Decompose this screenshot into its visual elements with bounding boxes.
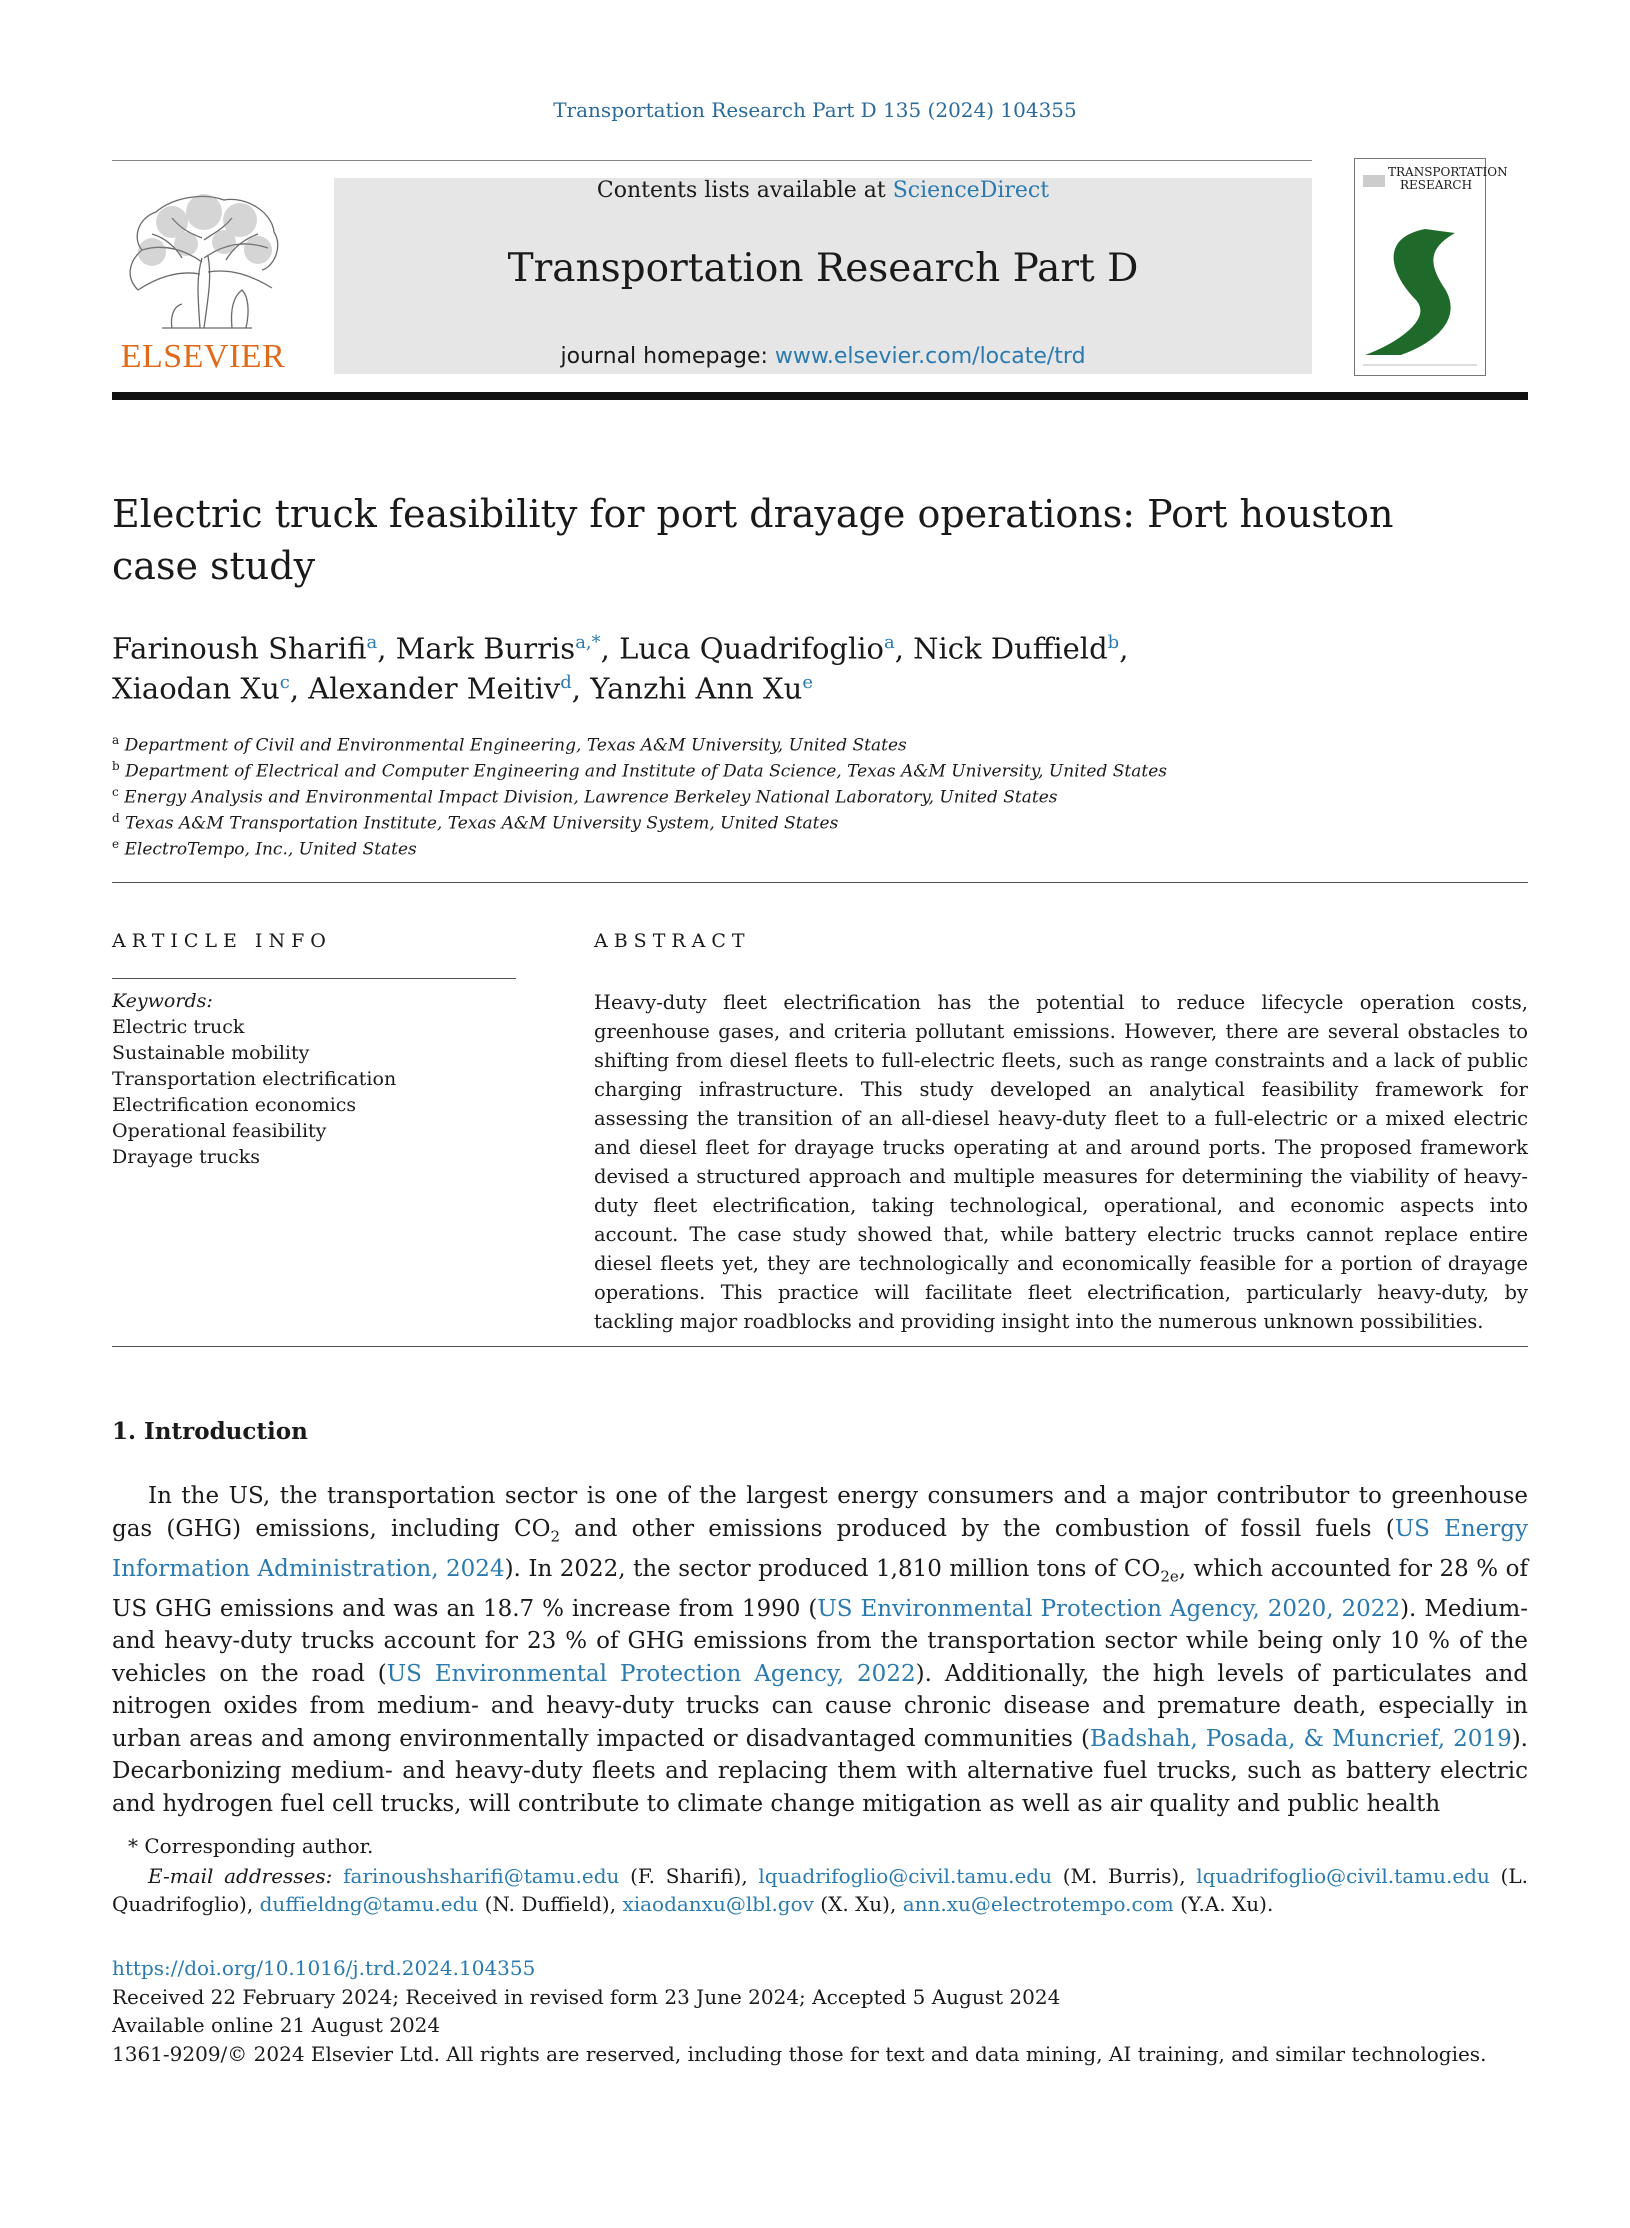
sciencedirect-link[interactable]: ScienceDirect — [892, 178, 1050, 203]
journal-reference-link[interactable]: Transportation Research Part D 135 (2024) 104355 — [553, 98, 1077, 122]
author-separator: , — [289, 671, 309, 706]
copyright-notice: 1361-9209/© 2024 Elsevier Ltd. All rights are reserved, including those for text and data mining, AI training, and similar technologies. — [112, 2042, 1487, 2066]
keyword-item: Sustainable mobility — [112, 1042, 310, 1064]
author-affiliation-marker[interactable]: a,* — [575, 632, 601, 653]
email-label: E-mail addresses: — [148, 1864, 333, 1888]
author-name[interactable]: Luca Quadrifoglio — [619, 631, 884, 666]
author-name[interactable]: Farinoush Sharifi — [112, 631, 367, 666]
introduction-heading: 1. Introduction — [112, 1418, 308, 1445]
divider-rule — [112, 1346, 1528, 1347]
author-affiliation-marker[interactable]: a — [366, 632, 378, 653]
author-separator: , — [600, 631, 620, 666]
email-owner: (L. Quadrifoglio), — [112, 1864, 1528, 1916]
citation-link[interactable]: US Environmental Protection Agency, 2020, 2022 — [817, 1595, 1401, 1622]
keyword-item: Drayage trucks — [112, 1146, 261, 1168]
paper-title: Electric truck feasibility for port drayage operations: Port houston case study — [112, 492, 1394, 588]
author-affiliation-marker[interactable]: a — [883, 632, 895, 653]
author-separator: , — [571, 671, 591, 706]
affiliation-e: $^e$ ElectroTempo, Inc., United States — [112, 837, 417, 860]
author-name[interactable]: Nick Duffield — [913, 631, 1108, 666]
affiliation-a: $^a$ Department of Civil and Environmental Engineering, Texas A&M University, United States — [112, 733, 907, 756]
doi-link[interactable]: https://doi.org/10.1016/j.trd.2024.104355 — [112, 1956, 536, 1980]
journal-homepage-line — [334, 344, 1312, 369]
received-dates: Received 22 February 2024; Received in revised form 23 June 2024; Accepted 5 August 2024 — [112, 1985, 1061, 2009]
cover-title: TRANSPORTATION RESEARCH — [1388, 165, 1508, 192]
keyword-item: Electric truck — [112, 1016, 245, 1038]
email-link[interactable]: ann.xu@electrotempo.com — [902, 1892, 1174, 1916]
affiliation-d: $^d$ Texas A&M Transportation Institute, Texas A&M University System, United States — [112, 811, 839, 834]
header-top-rule — [112, 160, 1312, 161]
email-owner: (X. Xu), — [813, 1892, 903, 1916]
author-name[interactable]: Yanzhi Ann Xu — [590, 671, 803, 706]
author-affiliation-marker[interactable]: b — [1107, 632, 1120, 653]
author-affiliation-marker[interactable]: d — [560, 672, 572, 693]
available-online-date: Available online 21 August 2024 — [112, 2013, 441, 2037]
keyword-item: Electrification economics — [112, 1094, 357, 1116]
journal-title: Transportation Research Part D — [507, 246, 1139, 291]
email-owner: (N. Duffield), — [478, 1892, 623, 1916]
keywords-label: Keywords: — [112, 990, 213, 1012]
abstract-heading: ABSTRACT — [594, 930, 751, 952]
email-link[interactable]: lquadrifoglio@civil.tamu.edu — [1196, 1864, 1490, 1888]
keywords-list — [112, 988, 516, 1170]
email-link[interactable]: xiaodanxu@lbl.gov — [622, 1892, 814, 1916]
email-addresses — [112, 1862, 1528, 1918]
journal-homepage-link[interactable]: www.elsevier.com/locate/trd — [774, 344, 1086, 369]
affiliation-c: $^c$ Energy Analysis and Environmental Impact Division, Lawrence Berkeley National Laboratory, United States — [112, 785, 1058, 808]
email-owner: (Y.A. Xu). — [1173, 1892, 1274, 1916]
header-thick-rule — [112, 392, 1528, 400]
corresponding-author-note: * Corresponding author. — [128, 1834, 374, 1858]
author-name[interactable]: Alexander Meitiv — [308, 671, 561, 706]
citation-link[interactable]: US Energy Information Administration, 2024 — [112, 1515, 1528, 1582]
article-info-rule — [112, 978, 516, 979]
contents-available-line — [334, 178, 1312, 203]
keyword-item: Transportation electrification — [112, 1068, 397, 1090]
author-name[interactable]: Xiaodan Xu — [112, 671, 280, 706]
abstract-text: Heavy-duty fleet electrification has the potential to reduce lifecycle operation costs, greenhouse gases, and criteria pollutant emissions. However, there are several obstacles to shifting from diesel fleets to full-electric fleets, such as range constraints and a lack of public charging infrastructure. This study developed an analytical feasibility framework for assessing the transition of an all-diesel heavy-duty fleet to a full-electric or a mixed electric and diesel fleet for drayage trucks operating at and around ports. The proposed framework devised a structured approach and multiple measures for determining the viability of heavy-duty fleet electrification, taking technological, operational, and economic aspects into account. The case study showed that, while battery electric trucks cannot replace entire diesel fleets yet, they are technologically and economically feasible for a portion of drayage operations. This practice will facilitate fleet electrification, particularly heavy-duty, by tackling major roadblocks and providing insight into the numerous unknown possibilities. — [594, 991, 1528, 1333]
author-affiliation-marker[interactable]: c — [279, 672, 290, 693]
email-link[interactable]: farinoushsharifi@tamu.edu — [343, 1864, 620, 1888]
email-link[interactable]: lquadrifoglio@civil.tamu.edu — [758, 1864, 1052, 1888]
elsevier-wordmark: ELSEVIER — [120, 338, 286, 375]
contents-prefix: Contents lists available at — [596, 178, 893, 203]
email-owner: (F. Sharifi), — [619, 1864, 759, 1888]
keyword-item: Operational feasibility — [112, 1120, 327, 1142]
author-separator: , — [894, 631, 914, 666]
citation-link[interactable]: Badshah, Posada, & Muncrief, 2019 — [1089, 1725, 1512, 1752]
affiliation-b: $^b$ Department of Electrical and Computer Engineering and Institute of Data Science, Texas A&M University, United States — [112, 759, 1167, 782]
email-owner: (M. Burris), — [1051, 1864, 1197, 1888]
author-separator: , — [377, 631, 396, 666]
author-separator: , — [1119, 631, 1129, 666]
authors-line-2 — [112, 664, 813, 708]
author-affiliation-marker[interactable]: e — [802, 672, 814, 693]
homepage-prefix: journal homepage: — [560, 344, 775, 369]
author-name[interactable]: Mark Burris — [395, 631, 576, 666]
email-link[interactable]: duffieldng@tamu.edu — [259, 1892, 479, 1916]
introduction-paragraph: In the US, the transportation sector is one of the largest energy consumers and a major contributor to greenhouse gas (GHG) emissions, including $CO_2$ and other emissions produced by the combustion of fossil fuels (US Energy Information Administration, 2024). In 2022, the sector produced 1,810 million tons of $CO_{2e}$, which accounted for 28 % of US GHG emissions and was an 18.7 % increase from 1990 (US Environmental Protection Agency, 2020, 2022). Medium- and heavy-duty trucks account for 23 % of GHG emissions from the transportation sector while being only 10 % of the vehicles on the road (US Environmental Protection Agency, 2022). Additionally, the high levels of particulates and nitrogen oxides from medium- and heavy-duty trucks can cause chronic disease and premature death, especially in urban areas and among environmentally impacted or disadvantaged communities (Badshah, Posada, & Muncrief, 2019). Decarbonizing medium- and heavy-duty fleets and replacing them with alternative fuel trucks, such as battery electric and hydrogen fuel cell trucks, will contribute to climate change mitigation as well as air quality and public health — [112, 1483, 1528, 1817]
article-info-heading: ARTICLE INFO — [112, 930, 332, 952]
authors-line-1 — [112, 624, 1128, 668]
citation-link[interactable]: US Environmental Protection Agency, 2022 — [386, 1660, 916, 1687]
divider-rule — [112, 882, 1528, 883]
